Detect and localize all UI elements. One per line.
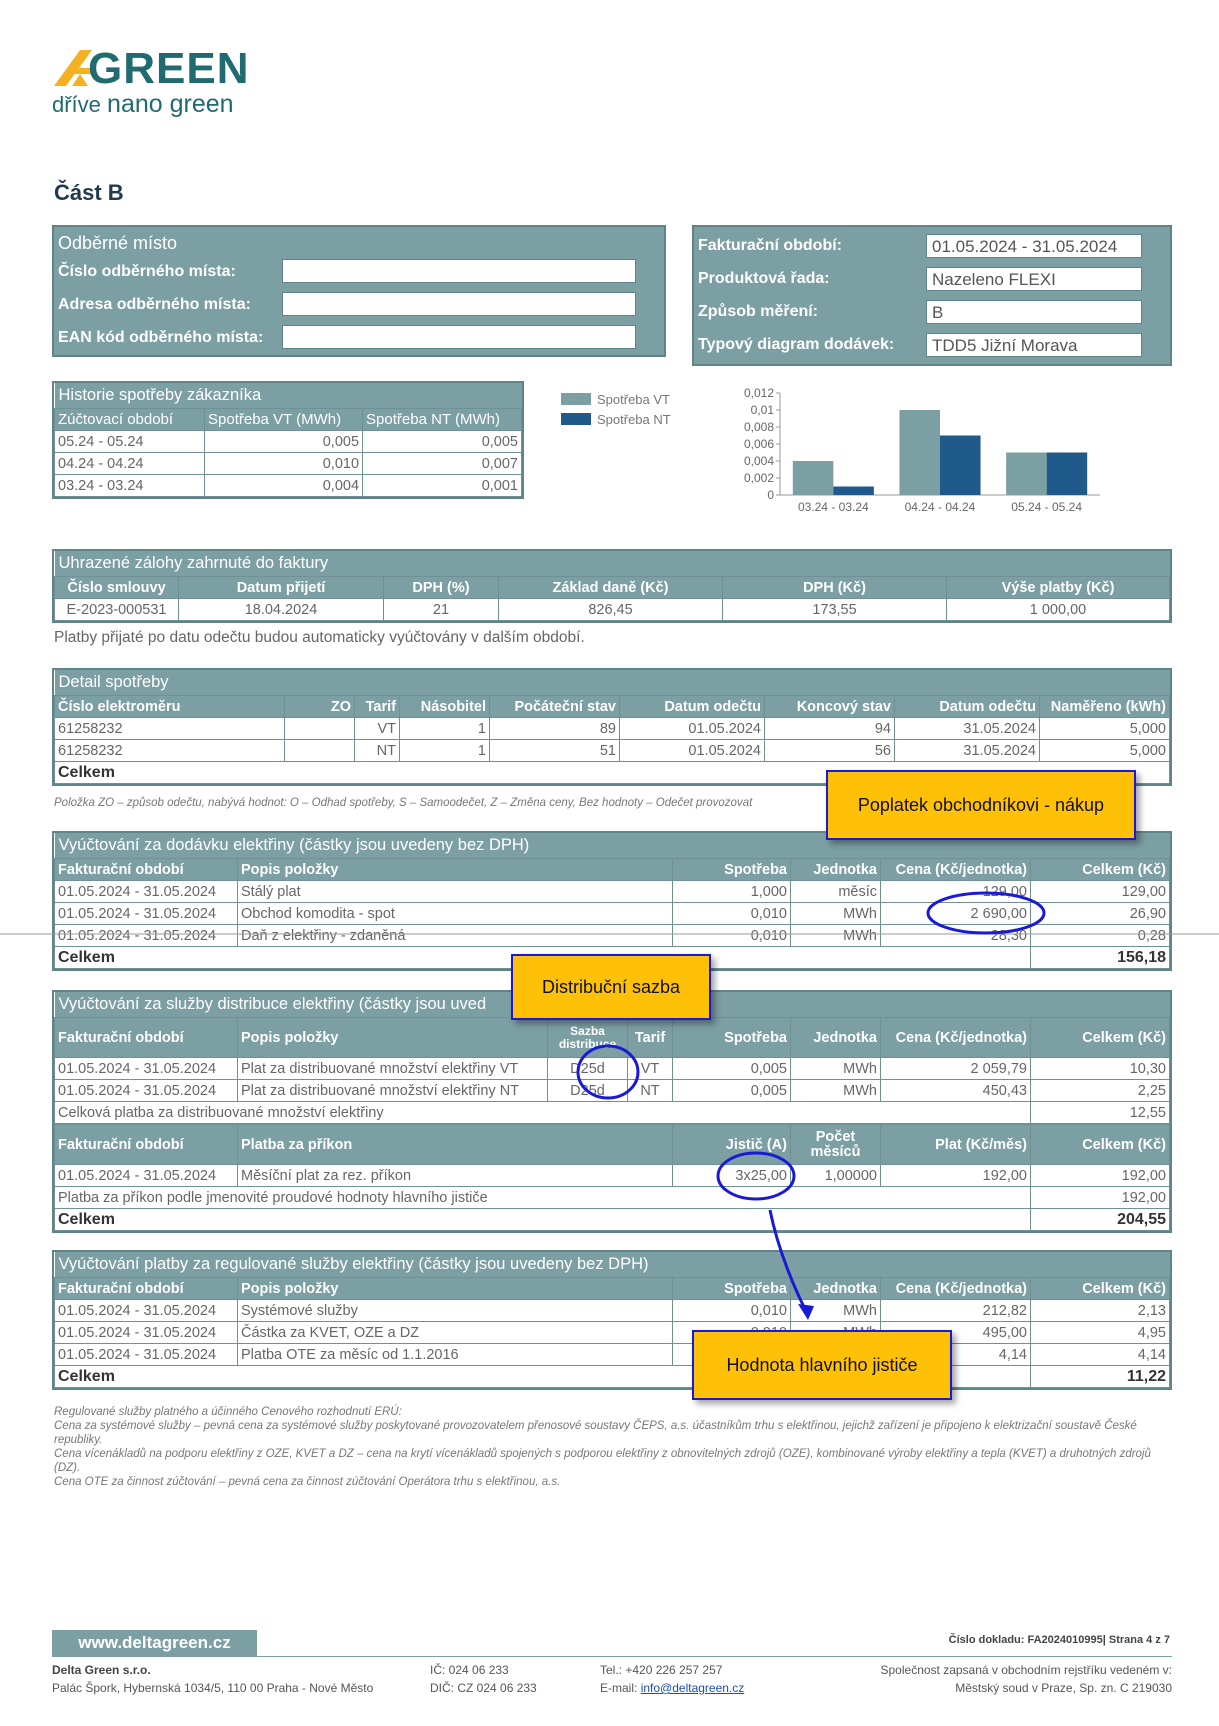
zalohy-cell: 1 000,00 (947, 599, 1170, 621)
footer-dic: DIČ: CZ 024 06 233 (430, 1681, 537, 1695)
detail-header: Číslo elektroměru (55, 696, 285, 718)
dodavka-cell: 2 690,00 (881, 903, 1031, 925)
dodavka-title: Vyúčtování za dodávku elektřiny (částky jsou uvedeny bez DPH) (55, 833, 1170, 859)
footer-registry-2: Městský soud v Praze, Sp. zn. C 219030 (955, 1681, 1172, 1695)
distribuce-cell: 01.05.2024 - 31.05.2024 (55, 1080, 238, 1102)
tdd-value: TDD5 Jižní Morava (926, 333, 1142, 357)
callout-jistic: Hodnota hlavního jističe (692, 1330, 952, 1400)
zalohy-cell: 173,55 (723, 599, 947, 621)
prikon-cell: 3x25,00 (673, 1165, 791, 1187)
odberne-misto-title: Odběrné místo (58, 233, 178, 253)
detail-cell: 1 (400, 740, 490, 762)
distribuce-cell: 01.05.2024 - 31.05.2024 (55, 1058, 238, 1080)
history-header: Zúčtovací období (55, 409, 205, 431)
y-tick-label: 0 (767, 488, 774, 502)
footer-address: Palác Špork, Hybernská 1034/5, 110 00 Praha - Nové Město (52, 1681, 374, 1695)
x-tick-label: 03.24 - 03.24 (797, 500, 869, 514)
arrow-line (770, 1210, 808, 1315)
distribuce-header: Celkem (Kč) (1031, 1018, 1170, 1058)
regulovane-cell: 2,13 (1031, 1300, 1170, 1322)
footer-website[interactable]: www.deltagreen.cz (52, 1630, 257, 1656)
distribuce-header: Fakturační období (55, 1018, 238, 1058)
distribuce-cell: D25d (548, 1058, 628, 1080)
prikon-cell: 192,00 (1031, 1165, 1170, 1187)
zpusob-mereni-value: B (926, 300, 1142, 324)
distribuce-header: Tarif (628, 1018, 673, 1058)
regulovane-header: Celkem (Kč) (1031, 1278, 1170, 1300)
regulovane-cell: 4,14 (1031, 1344, 1170, 1366)
y-tick-label: 0,006 (743, 437, 774, 451)
callout-obchodnik: Poplatek obchodníkovi - nákup (826, 770, 1136, 840)
dodavka-cell: 129,00 (881, 881, 1031, 903)
circle-highlight-sazba (578, 1046, 638, 1098)
distribuce-cell: 450,43 (881, 1080, 1031, 1102)
footer-registry-1: Společnost zapsaná v obchodním rejstříku vedeném v: (880, 1663, 1172, 1677)
dodavka-total-label: Celkem (55, 947, 1031, 969)
y-tick-label: 0,002 (743, 471, 774, 485)
regulovane-title: Vyúčtování platby za regulované služby elektřiny (částky jsou uvedeny bez DPH) (55, 1252, 1170, 1278)
detail-header: Datum odečtu (620, 696, 765, 718)
distribuce-subtotal: 12,55 (1031, 1102, 1170, 1124)
detail-cell: 31.05.2024 (895, 740, 1040, 762)
detail-total-label: Celkem (55, 762, 1170, 784)
detail-cell: 89 (490, 718, 620, 740)
footer-tel: Tel.: +420 226 257 257 (600, 1663, 723, 1677)
dodavka-cell: 01.05.2024 - 31.05.2024 (55, 903, 238, 925)
zalohy-cell: 18.04.2024 (179, 599, 384, 621)
dodavka-cell: 0,010 (673, 903, 791, 925)
detail-title: Detail spotřeby (55, 670, 1170, 696)
prikon-header: Celkem (Kč) (1031, 1125, 1170, 1165)
distribuce-cell: 0,005 (673, 1058, 791, 1080)
zalohy-header: Výše platby (Kč) (947, 577, 1170, 599)
prikon-header: Jistič (A) (673, 1125, 791, 1165)
detail-header: Datum odečtu (895, 696, 1040, 718)
zalohy-cell: E-2023-000531 (55, 599, 179, 621)
zalohy-cell: 21 (384, 599, 499, 621)
dodavka-cell: měsíc (791, 881, 881, 903)
regulovane-total-label: Celkem (55, 1366, 1031, 1388)
footer-email-link[interactable]: info@deltagreen.cz (640, 1681, 745, 1695)
prikon-cell: 01.05.2024 - 31.05.2024 (55, 1165, 238, 1187)
distribuce-total-label: Celkem (55, 1209, 1031, 1231)
distribuce-cell: Plat za distribuované množství elektřiny VT (238, 1058, 548, 1080)
history-cell: 04.24 - 04.24 (55, 453, 205, 475)
detail-cell: 61258232 (55, 718, 285, 740)
detail-header: Počáteční stav (490, 696, 620, 718)
distribuce-subtotal-label: Celková platba za distribuované množství elektřiny (55, 1102, 1031, 1124)
distribuce-cell: MWh (791, 1080, 881, 1102)
dodavka-cell: Stálý plat (238, 881, 673, 903)
tdd-label: Typový diagram dodávek: (698, 336, 895, 353)
distribuce-cell: NT (628, 1080, 673, 1102)
x-tick-label: 04.24 - 04.24 (904, 500, 976, 514)
detail-note: Položka ZO – způsob odečtu, nabývá hodnot: O – Odhad spotřeby, S – Samoodečet, Z – Změna ceny, Bez hodnoty – Odečet provozovat (54, 797, 753, 809)
detail-header: Tarif (355, 696, 400, 718)
regulovane-cell: 01.05.2024 - 31.05.2024 (55, 1300, 238, 1322)
distribuce-cell: 2 059,79 (881, 1058, 1031, 1080)
prikon-subtotal: 192,00 (1031, 1187, 1170, 1209)
regulovane-cell: MWh (791, 1300, 881, 1322)
distribuce-header: Sazba distribuce (548, 1018, 628, 1058)
distribuce-cell: 0,005 (673, 1080, 791, 1102)
circle-highlight-jistic (718, 1153, 794, 1199)
adresa-om-label: Adresa odběrného místa: (58, 296, 251, 313)
zalohy-title: Uhrazené zálohy zahrnuté do faktury (55, 551, 1170, 577)
distribuce-cell: 10,30 (1031, 1058, 1170, 1080)
dodavka-cell: 01.05.2024 - 31.05.2024 (55, 881, 238, 903)
dodavka-header: Fakturační období (55, 859, 238, 881)
footnote-line: Regulované služby platného a účinného Cenového rozhodnutí ERÚ: (54, 1406, 402, 1418)
section-title: Část B (54, 180, 124, 205)
history-cell: 03.24 - 03.24 (55, 475, 205, 497)
footnote-line: Cena za systémové služby – pevná cena za systémové služby poskytované provozovatelem přenosové soustavy ČEPS, a.s. účastníkům trhu s elektřinou, jejichž zařízení je připojeno k elektrizační soustavě České republiky. (54, 1420, 1137, 1446)
zalohy-note: Platby přijaté po datu odečtu budou automaticky vyúčtovány v dalším období. (54, 629, 585, 646)
regulovane-cell: Částka za KVET, OZE a DZ (238, 1322, 673, 1344)
detail-cell: VT (355, 718, 400, 740)
detail-header: Koncový stav (765, 696, 895, 718)
dodavka-cell: Obchod komodita - spot (238, 903, 673, 925)
zpusob-mereni-label: Způsob měření: (698, 303, 819, 320)
distribuce-cell: D25d (548, 1080, 628, 1102)
y-tick-label: 0,01 (750, 403, 774, 417)
callout-distribucni: Distribuční sazba (511, 954, 711, 1020)
regulovane-cell: 0,010 (673, 1300, 791, 1322)
dodavka-cell: Daň z elektřiny - zdaněná (238, 925, 673, 947)
distribuce-title: Vyúčtování za služby distribuce elektřiny (částky jsou uved (55, 992, 1170, 1018)
detail-header: ZO (285, 696, 355, 718)
footnote-line: Cena vícenákladů na podporu elektřiny z OZE, KVET a DZ – cena na krytí vícenákladů spojených s podporou elektřiny z obnovitelných zdrojů (OZE), kombinované výroby elektřiny a tepla (KVET) a druhotných zdrojů (DZ). (54, 1448, 1151, 1474)
footer-email-label: E-mail: (600, 1681, 638, 1695)
detail-header: Naměřeno (kWh) (1040, 696, 1170, 718)
cislo-om-label: Číslo odběrného místa: (58, 263, 236, 280)
regulovane-cell: 01.05.2024 - 31.05.2024 (55, 1322, 238, 1344)
history-cell: 0,007 (363, 453, 522, 475)
detail-cell: 5,000 (1040, 718, 1170, 740)
history-cell: 0,005 (363, 431, 522, 453)
dodavka-cell: MWh (791, 925, 881, 947)
detail-cell: 1 (400, 718, 490, 740)
dodavka-header: Spotřeba (673, 859, 791, 881)
y-tick-label: 0,004 (743, 454, 774, 468)
history-title: Historie spotřeby zákazníka (55, 383, 522, 409)
history-header: Spotřeba NT (MWh) (363, 409, 522, 431)
regulovane-cell: 4,95 (1031, 1322, 1170, 1344)
x-tick-label: 05.24 - 05.24 (1011, 500, 1083, 514)
y-tick-label: 0,012 (743, 386, 774, 400)
detail-cell: 61258232 (55, 740, 285, 762)
prikon-cell: Měsíční plat za rez. příkon (238, 1165, 673, 1187)
zalohy-header: Základ daně (Kč) (499, 577, 723, 599)
ean-om-label: EAN kód odběrného místa: (58, 329, 264, 346)
dodavka-header: Cena (Kč/jednotka) (881, 859, 1031, 881)
distribuce-header: Spotřeba (673, 1018, 791, 1058)
distribuce-header: Cena (Kč/jednotka) (881, 1018, 1031, 1058)
legend-label: Spotřeba VT (597, 392, 670, 407)
distribuce-cell: 2,25 (1031, 1080, 1170, 1102)
prikon-header: Počet měsíců (791, 1125, 881, 1165)
history-cell: 0,010 (205, 453, 363, 475)
regulovane-header: Cena (Kč/jednotka) (881, 1278, 1031, 1300)
distribuce-total: 204,55 (1031, 1209, 1170, 1231)
regulovane-cell: 495,00 (881, 1322, 1031, 1344)
distribuce-cell: Plat za distribuované množství elektřiny NT (238, 1080, 548, 1102)
detail-cell: 01.05.2024 (620, 740, 765, 762)
arrow-head-icon (798, 1304, 814, 1320)
footer-line (52, 1656, 1172, 1657)
regulovane-cell: 212,82 (881, 1300, 1031, 1322)
dodavka-cell: 0,010 (673, 925, 791, 947)
dodavka-cell: 1,000 (673, 881, 791, 903)
produktova-rada-value: Nazeleno FLEXI (926, 267, 1142, 291)
distribuce-header: Jednotka (791, 1018, 881, 1058)
regulovane-header: Jednotka (791, 1278, 881, 1300)
history-header: Spotřeba VT (MWh) (205, 409, 363, 431)
detail-cell: 51 (490, 740, 620, 762)
prikon-subtotal-label: Platba za příkon podle jmenovité proudové hodnoty hlavního jističe (55, 1187, 1031, 1209)
circle-highlight-price (928, 893, 1044, 933)
dodavka-header: Celkem (Kč) (1031, 859, 1170, 881)
zalohy-header: DPH (Kč) (723, 577, 947, 599)
dodavka-cell: 28,30 (881, 925, 1031, 947)
logo-tagline-left: dříve (52, 92, 101, 117)
prikon-header: Platba za příkon (238, 1125, 673, 1165)
distribuce-cell: MWh (791, 1058, 881, 1080)
dodavka-cell: 26,90 (1031, 903, 1170, 925)
history-cell: 05.24 - 05.24 (55, 431, 205, 453)
zalohy-cell: 826,45 (499, 599, 723, 621)
prikon-cell: 192,00 (881, 1165, 1031, 1187)
dodavka-cell: 129,00 (1031, 881, 1170, 903)
dodavka-cell: 01.05.2024 - 31.05.2024 (55, 925, 238, 947)
zalohy-header: DPH (%) (384, 577, 499, 599)
dodavka-header: Popis položky (238, 859, 673, 881)
detail-cell: NT (355, 740, 400, 762)
footer-company: Delta Green s.r.o. (52, 1663, 151, 1677)
produktova-rada-label: Produktová řada: (698, 270, 830, 287)
dodavka-cell: 0,28 (1031, 925, 1170, 947)
regulovane-cell: 4,14 (881, 1344, 1031, 1366)
logo-tagline-right: nano green (107, 90, 234, 118)
dodavka-total: 156,18 (1031, 947, 1170, 969)
y-tick-label: 0,008 (743, 420, 774, 434)
distribuce-header: Popis položky (238, 1018, 548, 1058)
fakturacni-obdobi-value: 01.05.2024 - 31.05.2024 (926, 234, 1142, 258)
regulovane-total: 11,22 (1031, 1366, 1170, 1388)
dodavka-header: Jednotka (791, 859, 881, 881)
zalohy-header: Datum přijetí (179, 577, 384, 599)
regulovane-cell: Systémové služby (238, 1300, 673, 1322)
regulovane-cell: 01.05.2024 - 31.05.2024 (55, 1344, 238, 1366)
regulovane-cell: Platba OTE za měsíc od 1.1.2016 (238, 1344, 673, 1366)
detail-cell: 56 (765, 740, 895, 762)
history-cell: 0,001 (363, 475, 522, 497)
legend-label: Spotřeba NT (597, 412, 671, 427)
doc-number: Číslo dokladu: FA2024010995| Strana 4 z 7 (948, 1634, 1170, 1646)
detail-cell: 94 (765, 718, 895, 740)
detail-header: Násobitel (400, 696, 490, 718)
detail-cell: 01.05.2024 (620, 718, 765, 740)
logo-brand: GREEN (88, 44, 250, 93)
prikon-header: Fakturační období (55, 1125, 238, 1165)
detail-cell: 31.05.2024 (895, 718, 1040, 740)
regulovane-header: Popis položky (238, 1278, 673, 1300)
detail-cell: 5,000 (1040, 740, 1170, 762)
distribuce-cell: VT (628, 1058, 673, 1080)
footnote-line: Cena OTE za činnost zúčtování – pevná cena za činnost zúčtování Operátora trhu s elektřinou, a.s. (54, 1476, 561, 1488)
zalohy-header: Číslo smlouvy (55, 577, 179, 599)
footer-ico: IČ: 024 06 233 (430, 1663, 509, 1677)
prikon-header: Plat (Kč/měs) (881, 1125, 1031, 1165)
dodavka-cell: MWh (791, 903, 881, 925)
history-cell: 0,005 (205, 431, 363, 453)
regulovane-header: Spotřeba (673, 1278, 791, 1300)
regulovane-header: Fakturační období (55, 1278, 238, 1300)
history-cell: 0,004 (205, 475, 363, 497)
fakturacni-obdobi-label: Fakturační období: (698, 237, 842, 254)
prikon-cell: 1,00000 (791, 1165, 881, 1187)
